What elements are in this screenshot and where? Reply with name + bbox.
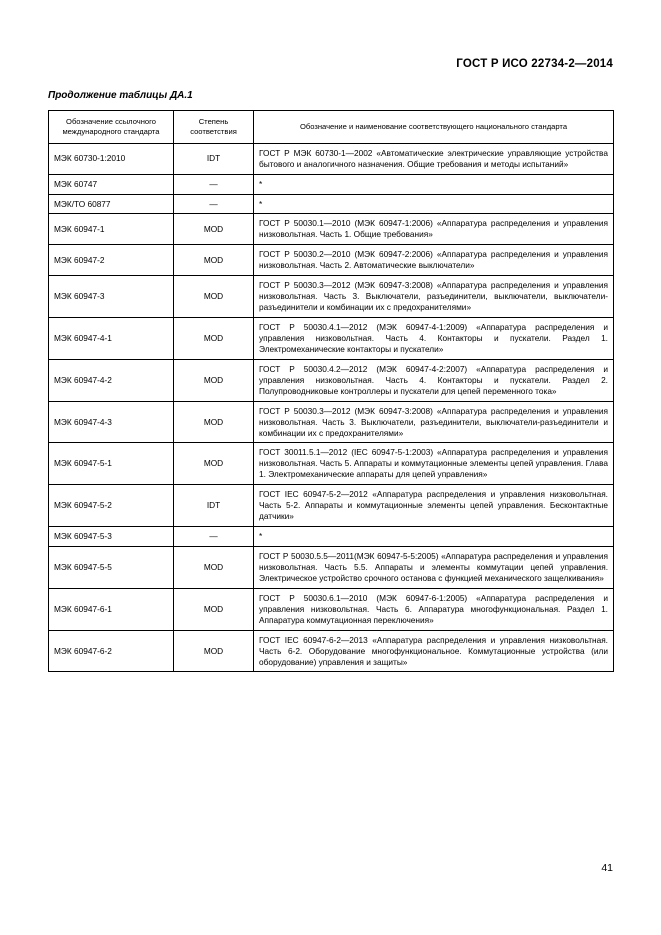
- cell-conformity: IDT: [174, 485, 254, 527]
- cell-national-standard: ГОСТ Р 50030.5.5—2011(МЭК 60947-5-5:2005) «Аппаратура распределения и управления низковольтная. Часть 5.5. Аппараты и элементы коммутации цепей управления. Электрическое устройство срочного останова с функцией механического защелкивания»: [254, 547, 614, 589]
- standards-correspondence-table: [48, 110, 614, 672]
- table-row: [49, 443, 614, 485]
- cell-international-standard: МЭК 60947-5-2: [49, 485, 174, 527]
- cell-conformity: —: [174, 527, 254, 547]
- cell-national-standard: ГОСТ Р 50030.1—2010 (МЭК 60947-1:2006) «Аппаратура распределения и управления низковольтная. Часть 1. Общие требования»: [254, 214, 614, 245]
- cell-conformity: MOD: [174, 630, 254, 672]
- table-row: [49, 194, 614, 214]
- cell-national-standard: ГОСТ Р 50030.6.1—2010 (МЭК 60947-6-1:2005) «Аппаратура распределения и управления низковольтная. Часть 6. Аппаратура многофункциональная. Раздел 1. Аппаратура коммутационная переключения»: [254, 588, 614, 630]
- cell-international-standard: МЭК 60947-6-1: [49, 588, 174, 630]
- cell-international-standard: МЭК 60747: [49, 174, 174, 194]
- cell-national-standard: ГОСТ IEC 60947-6-2—2013 «Аппаратура распределения и управления низковольтная. Часть 6-2. Оборудование многофункциональное. Коммутационные устройства (или оборудование) управления и защиты»: [254, 630, 614, 672]
- cell-international-standard: МЭК 60947-5-3: [49, 527, 174, 547]
- cell-international-standard: МЭК 60947-4-2: [49, 359, 174, 401]
- cell-national-standard: ГОСТ Р 50030.3—2012 (МЭК 60947-3:2008) «Аппаратура распределения и управления низковольтная. Часть 3. Выключатели, разъединители, выключатели, выключатели-разъединители и комбинации их с предохранителями»: [254, 276, 614, 318]
- cell-international-standard: МЭК 60947-4-3: [49, 401, 174, 443]
- document-standard-header: ГОСТ Р ИСО 22734-2—2014: [456, 58, 613, 70]
- cell-conformity: MOD: [174, 588, 254, 630]
- page-number: 41: [601, 862, 613, 874]
- table-row: [49, 588, 614, 630]
- table-row: [49, 547, 614, 589]
- table-body: [49, 143, 614, 672]
- cell-international-standard: МЭК 60947-1: [49, 214, 174, 245]
- cell-international-standard: МЭК 60947-5-5: [49, 547, 174, 589]
- cell-national-standard: ГОСТ Р 50030.4.1—2012 (МЭК 60947-4-1:2009) «Аппаратура распределения и управления низковольтная. Часть 4. Контакторы и пускатели. Раздел 1. Электромеханические контакторы и пускатели»: [254, 318, 614, 360]
- table-row: [49, 214, 614, 245]
- cell-international-standard: МЭК 60947-6-2: [49, 630, 174, 672]
- cell-national-standard: ГОСТ Р МЭК 60730-1—2002 «Автоматические электрические управляющие устройства бытового и аналогичного назначения. Общие требования и методы испытаний»: [254, 143, 614, 174]
- cell-international-standard: МЭК 60947-2: [49, 245, 174, 276]
- cell-conformity: MOD: [174, 443, 254, 485]
- table-row: [49, 245, 614, 276]
- table-row: [49, 401, 614, 443]
- table-row: [49, 359, 614, 401]
- cell-conformity: MOD: [174, 547, 254, 589]
- table-row: [49, 143, 614, 174]
- cell-conformity: MOD: [174, 276, 254, 318]
- table-row: [49, 174, 614, 194]
- column-header-national-standard: Обозначение и наименование соответствующего национального стандарта: [254, 111, 614, 144]
- cell-conformity: MOD: [174, 359, 254, 401]
- cell-national-standard: ГОСТ Р 50030.4.2—2012 (МЭК 60947-4-2:2007) «Аппаратура распределения и управления низковольтная. Часть 4. Контакторы и пускатели. Раздел 2. Полупроводниковые контроллеры и пускатели для цепей переменного тока»: [254, 359, 614, 401]
- table-row: [49, 527, 614, 547]
- cell-conformity: MOD: [174, 401, 254, 443]
- column-header-international-standard: Обозначение ссылочного международного стандарта: [49, 111, 174, 144]
- table-header-row: [49, 111, 614, 144]
- cell-national-standard: *: [254, 174, 614, 194]
- table-row: [49, 318, 614, 360]
- cell-conformity: MOD: [174, 318, 254, 360]
- cell-international-standard: МЭК 60947-5-1: [49, 443, 174, 485]
- table-row: [49, 485, 614, 527]
- cell-conformity: —: [174, 174, 254, 194]
- column-header-conformity-degree: Степень соответствия: [174, 111, 254, 144]
- cell-national-standard: ГОСТ Р 50030.3—2012 (МЭК 60947-3:2008) «Аппаратура распределения и управления низковольтная. Часть 3. Выключатели, разъединители, выключатели-разъединители и комбинации их с предохранителями»: [254, 401, 614, 443]
- cell-national-standard: ГОСТ 30011.5.1—2012 (IEC 60947-5-1:2003) «Аппаратура распределения и управления низковольтная. Часть 5. Аппараты и коммутационные элементы цепей управления. Глава 1. Электромеханические аппараты для цепей управления»: [254, 443, 614, 485]
- cell-conformity: IDT: [174, 143, 254, 174]
- cell-conformity: MOD: [174, 214, 254, 245]
- cell-conformity: —: [174, 194, 254, 214]
- cell-conformity: MOD: [174, 245, 254, 276]
- cell-national-standard: *: [254, 527, 614, 547]
- cell-national-standard: *: [254, 194, 614, 214]
- cell-international-standard: МЭК 60947-3: [49, 276, 174, 318]
- cell-international-standard: МЭК 60947-4-1: [49, 318, 174, 360]
- table-continuation-label: Продолжение таблицы ДА.1: [48, 90, 193, 101]
- cell-international-standard: МЭК/ТО 60877: [49, 194, 174, 214]
- cell-national-standard: ГОСТ IEC 60947-5-2—2012 «Аппаратура распределения и управления низковольтная. Часть 5-2. Аппараты и коммутационные элементы цепей управления. Бесконтактные датчики»: [254, 485, 614, 527]
- cell-national-standard: ГОСТ Р 50030.2—2010 (МЭК 60947-2:2006) «Аппаратура распределения и управления низковольтная. Часть 2. Автоматические выключатели»: [254, 245, 614, 276]
- table-row: [49, 630, 614, 672]
- table-row: [49, 276, 614, 318]
- cell-international-standard: МЭК 60730-1:2010: [49, 143, 174, 174]
